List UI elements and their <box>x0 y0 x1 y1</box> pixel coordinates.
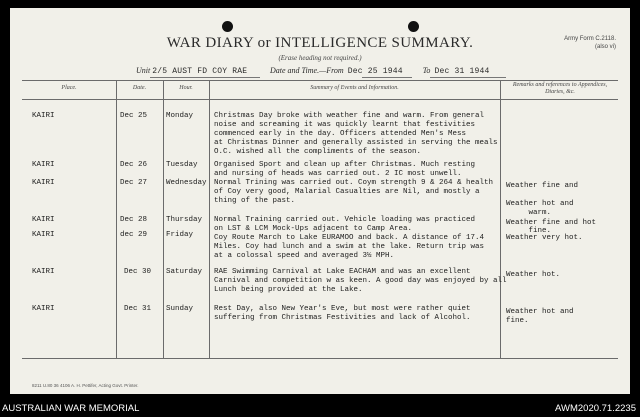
summary-line: suffering from Christmas Festivities and lack of Alcohol. <box>214 314 471 322</box>
summary-line: Organised Sport and clean up after Christmas. Much resting <box>214 161 476 169</box>
summary-line: Lunch being provided at the Lake. <box>214 286 363 294</box>
entry-hour: Monday <box>166 112 194 120</box>
summary-line: of Coy very good, Malarial Casualties are Nil, and mostly a <box>214 188 480 196</box>
entry-summary <box>214 234 484 261</box>
entry-remarks <box>506 234 583 243</box>
entry-summary <box>214 179 493 206</box>
table-header-rule <box>22 99 618 100</box>
entry-hour: Saturday <box>166 268 203 276</box>
entry-date: Dec 31 <box>124 305 152 313</box>
summary-line: Coy Route March to Lake EURAMOO and back. A distance of 17.4 <box>214 234 485 242</box>
unit-label: Unit <box>136 66 151 75</box>
to-label: To <box>422 66 431 75</box>
printer-imprint: 8211 U.80 36 4106 A. H. Pettifer, Acting Govt. Printer. <box>32 383 139 388</box>
remarks-line: Weather hot and <box>506 308 574 316</box>
column-header-remarks: Remarks and references to Appendices, Diaries, &c. <box>512 82 608 95</box>
unit-field <box>136 66 247 76</box>
remarks-line: Weather fine and <box>506 182 579 190</box>
summary-line: and nursing of heads was carried out. 2 IC most unwell. <box>214 170 462 178</box>
entry-place: KAIRI <box>32 112 55 120</box>
unit-value: 2/5 AUST FD COY RAE <box>152 67 248 76</box>
date-from-underline <box>362 77 412 78</box>
entry-place: KAIRI <box>32 268 55 276</box>
table-bottom-rule <box>22 358 618 359</box>
entry-remarks <box>506 182 574 254</box>
summary-line: Carnival and competition w as keen. A good day was enjoyed by all <box>214 277 507 285</box>
remarks-line: fine. <box>506 317 529 325</box>
entry-place: KAIRI <box>32 216 55 224</box>
punch-hole-right <box>408 21 419 32</box>
summary-line: RAE Swimming Carnival at Lake EACHAM and was an excellent <box>214 268 471 276</box>
entry-remarks <box>506 308 574 326</box>
remarks-line: Weather fine and hot <box>506 219 597 227</box>
credit-institution: AUSTRALIAN WAR MEMORIAL <box>2 403 140 414</box>
column-header-place: Place. <box>61 85 77 91</box>
remarks-line: Weather very hot. <box>506 234 583 242</box>
entry-summary <box>214 161 475 179</box>
entry-place: KAIRI <box>32 161 55 169</box>
summary-line: on LST & LCM Mock-Ups adjacent to Camp Area. <box>214 225 413 233</box>
credit-accession-number: AWM2020.71.2235 <box>555 403 636 414</box>
army-form-line: (also vi) <box>594 44 616 50</box>
summary-line: O.C. wished all the compliments of the season. <box>214 148 422 156</box>
entry-remarks <box>506 219 596 228</box>
army-form-number <box>564 35 616 51</box>
entry-date: Dec 27 <box>120 179 148 187</box>
summary-line: at Christmas Dinner and generally assisted in serving the meals <box>214 139 498 147</box>
entry-date: Dec 26 <box>120 161 148 169</box>
diary-page <box>10 8 630 394</box>
entry-hour: Wednesday <box>166 179 207 187</box>
date-to-underline <box>430 77 506 78</box>
entry-hour: Thursday <box>166 216 203 224</box>
remarks-line: fine. <box>506 227 552 235</box>
punch-hole-left <box>222 21 233 32</box>
summary-line: Christmas Day broke with weather fine and warm. From general <box>214 112 485 120</box>
entry-remarks <box>506 271 560 280</box>
remarks-line: warm. <box>506 209 552 217</box>
summary-line: thing of the past. <box>214 197 296 205</box>
table-top-rule <box>22 80 618 81</box>
column-divider <box>500 80 501 358</box>
entry-place: KAIRI <box>32 231 55 239</box>
summary-line: Rest Day, also New Year's Eve, but most were rather quiet <box>214 305 471 313</box>
summary-line: Normal Training carried out. Vehicle loading was practiced <box>214 216 476 224</box>
summary-line: Miles. Coy had lunch and a swim at the lake. Return trip was <box>214 243 485 251</box>
date-label: Date and Time.—From <box>270 66 344 75</box>
form-title: WAR DIARY or INTELLIGENCE SUMMARY. <box>166 35 474 51</box>
column-header-summary: Summary of Events and Information. <box>310 85 399 91</box>
date-range-field <box>270 66 489 76</box>
remarks-line: Weather hot and <box>506 200 574 208</box>
date-from: Dec 25 1944 <box>347 67 403 76</box>
date-to: Dec 31 1944 <box>434 67 490 76</box>
summary-line: commenced early in the day. Officers attended Men's Mess <box>214 130 467 138</box>
entry-date: dec 29 <box>120 231 148 239</box>
column-divider <box>209 80 210 358</box>
entry-summary <box>214 112 498 157</box>
column-header-hour: Hour. <box>179 85 193 91</box>
entry-place: KAIRI <box>32 305 55 313</box>
remarks-line: Weather hot. <box>506 271 561 279</box>
army-form-line: Army Form C.2118. <box>564 36 616 42</box>
unit-underline <box>150 77 260 78</box>
entry-hour: Friday <box>166 231 194 239</box>
entry-date: Dec 30 <box>124 268 152 276</box>
entry-summary <box>214 305 471 323</box>
entry-date: Dec 28 <box>120 216 148 224</box>
entry-summary <box>214 216 475 234</box>
summary-line: Normal Trining was carried out. Coym strength 9 & 264 & health <box>214 179 494 187</box>
entry-hour: Tuesday <box>166 161 198 169</box>
column-header-date: Date. <box>132 85 147 91</box>
entry-date: Dec 25 <box>120 112 148 120</box>
form-subtitle: (Erase heading not required.) <box>278 54 362 62</box>
entry-place: KAIRI <box>32 179 55 187</box>
column-divider <box>116 80 117 358</box>
summary-line: noise and screaming it was quickly learnt that festivities <box>214 121 476 129</box>
entry-hour: Sunday <box>166 305 194 313</box>
entry-summary <box>214 268 507 295</box>
summary-line: at a colossal speed and averaged 3½ MPH. <box>214 252 395 260</box>
column-divider <box>163 80 164 358</box>
